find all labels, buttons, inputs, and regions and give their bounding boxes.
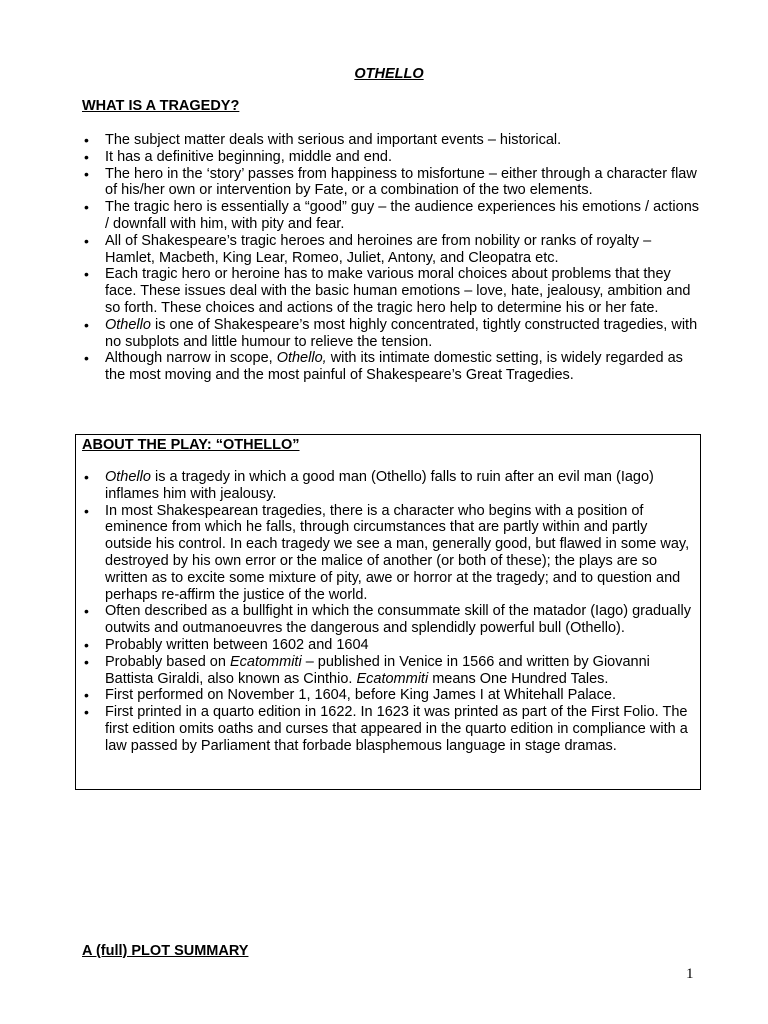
bullet-text: First performed on November 1, 1604, before King James I at Whitehall Palace. <box>105 687 616 704</box>
bullet-item <box>81 199 701 233</box>
bullet-text: with its intimate domestic setting, is widely regarded as the most moving and the most painful of Shakespeare’s Great Tragedies. <box>105 350 683 384</box>
plot-summary-heading: A (full) PLOT SUMMARY <box>82 943 249 959</box>
bullet-text: Probably written between 1602 and 1604 <box>105 636 369 653</box>
bullet-item <box>81 603 693 637</box>
bullet-item <box>81 469 693 503</box>
bullet-item <box>81 166 701 200</box>
bullet-text: The hero in the ‘story’ passes from happiness to misfortune – either through a character flaw of his/her own or intervention by Fate, or a combination of the two elements. <box>105 165 697 199</box>
bullet-item <box>81 317 701 351</box>
bullet-item <box>81 654 693 688</box>
bullet-italic-text: Ecatommiti <box>356 670 429 687</box>
about-bullet-list <box>81 469 693 755</box>
bullet-text: Although narrow in scope, <box>105 350 277 367</box>
bullet-item <box>81 233 701 267</box>
bullet-text: is one of Shakespeare’s most highly concentrated, tightly constructed tragedies, with no subplots and little humour to relieve the tension. <box>105 316 698 350</box>
bullet-text: The subject matter deals with serious and important events – historical. <box>105 132 562 148</box>
bullet-italic-text: Othello, <box>276 350 327 367</box>
bullet-text: is a tragedy in which a good man (Othello) falls to ruin after an evil man (Iago) inflames him with jealousy. <box>105 469 654 502</box>
bullet-item <box>81 350 701 384</box>
bullet-text: Often described as a bullfight in which the consummate skill of the matador (Iago) gradually outwits and outmanoeuvres the dangerous and splendidly powerful bull (Othello). <box>105 603 691 637</box>
tragedy-heading: WHAT IS A TRAGEDY? <box>82 98 240 114</box>
about-the-play-box <box>75 434 701 790</box>
bullet-item <box>81 149 701 166</box>
bullet-item <box>81 132 701 149</box>
bullet-item <box>81 704 693 754</box>
bullet-italic-text: Ecatommiti <box>229 653 302 670</box>
page-number: 1 <box>686 966 694 982</box>
bullet-item <box>81 637 693 654</box>
document-title: OTHELLO <box>354 66 424 82</box>
bullet-italic-text: Othello <box>105 469 151 485</box>
bullet-text: In most Shakespearean tragedies, there is a character who begins with a position of eminence from which he falls, through circumstances that are partly within and partly outside his control. In each tragedy we see a man, generally good, but flawed in some way, destroyed by his own error or the malice of another (or both of these); the plays are so written as to excite some mixture of pity, awe or horror at the tragedy; and to question and perhaps re-affirm the justice of the world. <box>105 502 690 603</box>
bullet-text: First printed in a quarto edition in 1622. In 1623 it was printed as part of the First Folio. The first edition omits oaths and curses that appeared in the quarto edition in compliance with a law passed by Parliament that forbade blasphemous language in stage dramas. <box>105 704 688 754</box>
bullet-italic-text: Othello <box>105 316 151 333</box>
bullet-text: Each tragic hero or heroine has to make various moral choices about problems that they face. These issues deal with the basic human emotions – love, hate, jealousy, ambition and so forth. These choices and actions of the tragic hero help to determine his or her fate. <box>105 266 691 316</box>
bullet-text: It has a definitive beginning, middle and end. <box>105 148 392 165</box>
bullet-item <box>81 266 701 316</box>
bullet-text: Probably based on <box>105 653 230 670</box>
tragedy-bullet-list <box>81 132 701 384</box>
bullet-text: – published in Venice in 1566 and written by Giovanni Battista Giraldi, also known as Cinthio. <box>105 653 650 687</box>
bullet-text: means One Hundred Tales. <box>428 670 609 687</box>
bullet-item <box>81 503 693 604</box>
bullet-item <box>81 687 693 704</box>
about-heading: ABOUT THE PLAY: “OTHELLO” <box>82 437 300 453</box>
bullet-text: The tragic hero is essentially a “good” guy – the audience experiences his emotions / actions / downfall with him, with pity and fear. <box>105 199 700 232</box>
bullet-text: All of Shakespeare’s tragic heroes and heroines are from nobility or ranks of royalty – Hamlet, Macbeth, King Lear, Romeo, Juliet, Antony, and Cleopatra etc. <box>105 232 652 266</box>
